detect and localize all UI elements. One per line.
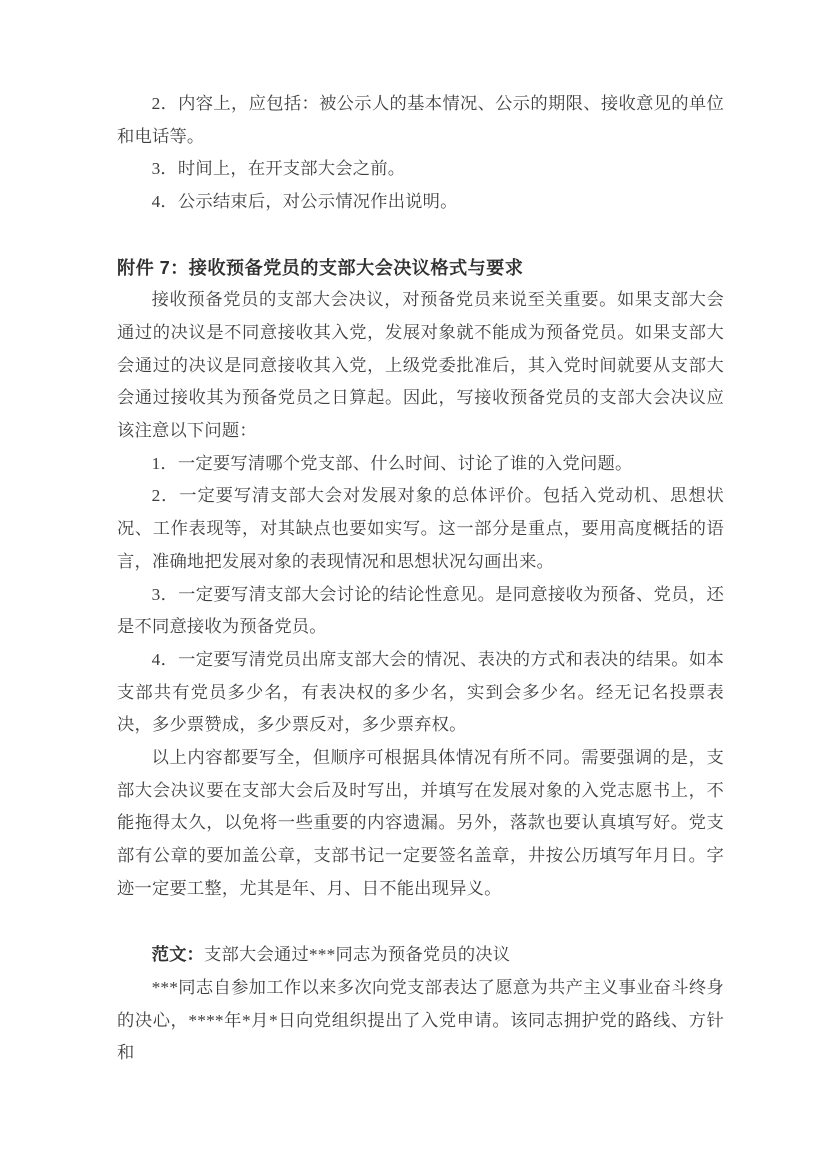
list-item-3: 3．时间上，在开支部大会之前。 — [151, 159, 406, 179]
sample-label: 范文： — [151, 944, 205, 965]
paragraph-point-4: 4．一定要写清党员出席支部大会的情况、表决的方式和表决的结果。如本支部共有党员多少名，有表决权的多少名，实到会多少名。经无记名投票表决，多少票赞成，多少票反对，多少票弃权。 — [117, 649, 724, 735]
list-item-4: 4．公示结束后，对公示情况作出说明。 — [151, 192, 458, 212]
list-item-2: 2．内容上，应包括：被公示人的基本情况、公示的期限、接收意见的单位和电话等。 — [117, 94, 724, 146]
sample-body-paragraph: ***同志自参加工作以来多次向党支部表达了愿意为共产主义事业奋斗终身的决心，****年*月*日向党组织提出了入党申请。该同志拥护党的路线、方针和 — [117, 977, 724, 1063]
paragraph-intro: 接收预备党员的支部大会决议，对预备党员来说至关重要。如果支部大会通过的决议是不同意接收其入党，发展对象就不能成为预备党员。如果支部大会通过的决议是同意接收其入党，上级党委批准后，其入党时间就要从支部大会通过接收其为预备党员之日算起。因此，写接收预备党员的支部大会决议应该注意以下问题： — [117, 290, 724, 441]
document-content — [117, 88, 724, 1070]
attachment-heading: 附件 7：接收预备党员的支部大会决议格式与要求 — [117, 257, 524, 278]
paragraph-point-1: 1．一定要写清哪个党支部、什么时间、讨论了谁的入党问题。 — [151, 453, 633, 473]
sample-title-text: 支部大会通过***同志为预备党员的决议 — [204, 945, 511, 965]
paragraph-summary: 以上内容都要写全，但顺序可根据具体情况有所不同。需要强调的是，支部大会决议要在支部大会后及时写出，并填写在发展对象的入党志愿书上，不能拖得太久，以免将一些重要的内容遗漏。另外，落款也要认真填写好。党支部有公章的要加盖公章，支部书记一定要签名盖章，井按公历填写年月日。字迹一定要工整，尤其是年、月、日不能出现异义。 — [117, 748, 724, 898]
paragraph-point-2: 2．一定要写清支部大会对发展对象的总体评价。包括入党动机、思想状况、工作表现等，对其缺点也要如实写。这一部分是重点，要用高度概括的语言，准确地把发展对象的表现情况和思想状况勾画出来。 — [117, 486, 724, 571]
sample-title-line — [117, 938, 724, 972]
paragraph-point-3: 3．一定要写清支部大会讨论的结论性意见。是同意接收为预备、党员，还是不同意接收为预备党员。 — [117, 584, 724, 637]
